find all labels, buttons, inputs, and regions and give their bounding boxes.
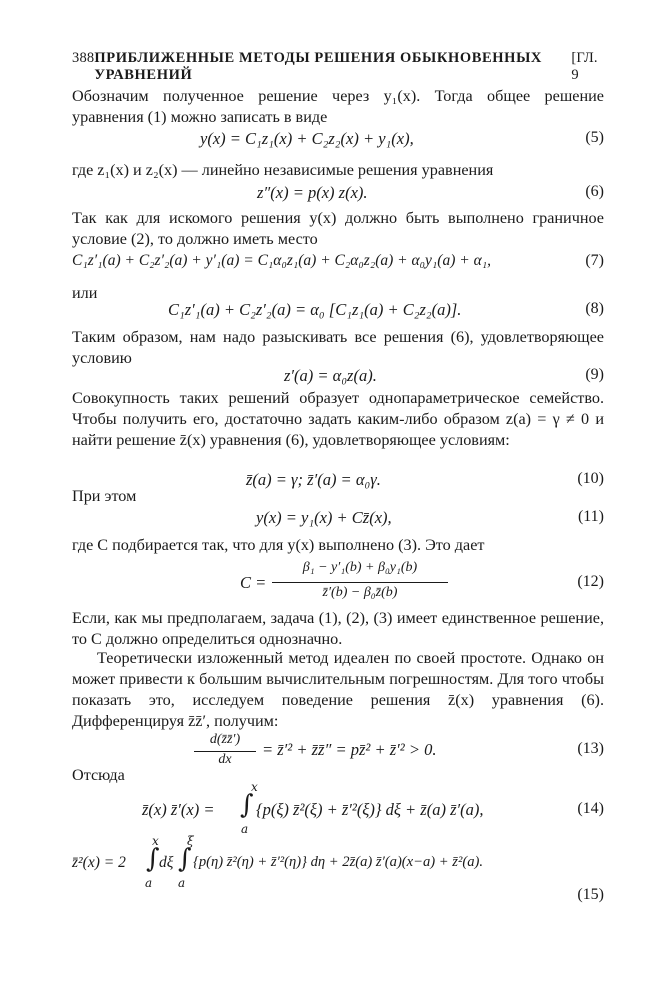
equation-5: y(x) = C₁z₁(x) + C₂z₂(x) + y₁(x),: [200, 129, 414, 148]
paragraph-2: где z₁(x) и z₂(x) — линейно независимые решения уравнения: [72, 161, 494, 179]
chapter-marker: [ГЛ. 9: [571, 50, 598, 83]
equation-number-10: (10): [577, 470, 604, 487]
equation-10: z̄(a) = γ; z̄′(a) = α₀γ.: [246, 470, 381, 489]
chapter-title: ПРИБЛИЖЕННЫЕ МЕТОДЫ РЕШЕНИЯ ОБЫКНОВЕННЫХ УРАВНЕНИЙ: [94, 50, 542, 83]
equation-6: z″(x) = p(x) z(x).: [257, 183, 368, 202]
equation-number-15: (15): [577, 886, 604, 903]
integral-lower-limit: a: [241, 822, 249, 836]
paragraph-7: При этом: [72, 487, 137, 505]
equation-12-lhs: C =: [240, 573, 267, 592]
equation-number-11: (11): [577, 508, 604, 525]
paragraph-10: Теоретически изложенный метод идеален по своей простоте. Однако он может привести к большим вычислительным погрешностям. Для того чтобы показать это, исследуем поведение решения z̄(x) уравнения (6). Дифференцируя z̄z̄′, получим:: [72, 649, 604, 730]
equation-13-denominator: dx: [218, 752, 232, 767]
equation-number-9: (9): [585, 366, 604, 383]
equation-15-dxi: dξ: [159, 854, 174, 871]
integral-lower-limit: a: [145, 876, 153, 890]
equation-13-rhs: = z̄′² + z̄z̄″ = pz̄² + z̄′² > 0.: [262, 740, 437, 759]
paragraph-9: Если, как мы предполагаем, задача (1), (2), (3) имеет единственное решение, то C должно определиться однозначно.: [72, 609, 604, 648]
integral-upper-limit: ξ: [187, 834, 194, 848]
integral-upper-limit: x: [152, 834, 159, 848]
equation-number-6: (6): [585, 183, 604, 200]
paragraph-5: Таким образом, нам надо разыскивать все решения (6), удовлетворяющее условию: [72, 328, 604, 367]
integral-upper-limit: x: [251, 780, 258, 794]
equation-7: C₁z′₁(a) + C₂z′₂(a) + y′₁(a) = C₁α₀z₁(a) + C₂α₀z₂(a) + α₀y₁(a) + α₁,: [72, 252, 491, 269]
equation-12-numerator: β₁ − y′₁(b) + β₀y₁(b): [302, 560, 418, 575]
equation-number-13: (13): [577, 740, 604, 757]
equation-8: C₁z′₁(a) + C₂z′₂(a) = α₀ [C₁z₁(a) + C₂z₂(a)].: [168, 300, 462, 319]
equation-number-7: (7): [585, 252, 604, 269]
equation-15-body: {p(η) z̄²(η) + z̄′²(η)} dη + 2z̄(a) z̄′(a)(x−a) + z̄²(a).: [193, 854, 484, 870]
integral-lower-limit: a: [178, 876, 186, 890]
paragraph-1: Обозначим полученное решение через y₁(x). Тогда общее решение уравнения (1) можно записать в виде: [72, 87, 604, 126]
paragraph-6: Совокупность таких решений образует однопараметрическое семейство. Чтобы получить его, достаточно задать каким-либо образом z(a) = γ ≠ 0 и найти решение z̄(x) уравнения (6), удовлетворяющее условиям:: [72, 389, 604, 449]
equation-9: z′(a) = α₀z(a).: [284, 366, 377, 385]
integral-sign: ∫: [178, 844, 192, 874]
equation-12-fraction-bar: [272, 582, 448, 583]
equation-14-body: {p(ξ) z̄²(ξ) + z̄′²(ξ)} dξ + z̄(a) z̄′(a),: [256, 800, 484, 819]
equation-number-5: (5): [585, 129, 604, 146]
running-header: [72, 50, 604, 84]
paragraph-4: или: [72, 284, 98, 302]
equation-13-numerator: d(z̄z̄′): [209, 732, 241, 747]
paragraph-8: где C подбирается так, что для y(x) выполнено (3). Это дает: [72, 536, 485, 554]
equation-number-12: (12): [577, 573, 604, 590]
equation-11: y(x) = y₁(x) + Cz̄(x),: [256, 508, 392, 527]
integral-sign: ∫: [240, 790, 254, 820]
equation-15-lhs: z̄²(x) = 2: [72, 854, 126, 871]
page-number: 388: [72, 50, 95, 66]
paragraph-11: Отсюда: [72, 766, 125, 784]
equation-number-8: (8): [585, 300, 604, 317]
equation-number-14: (14): [577, 800, 604, 817]
paragraph-3: Так как для искомого решения y(x) должно быть выполнено граничное условие (2), то должно иметь место: [72, 209, 604, 248]
equation-12-denominator: z̄′(b) − β₀z̄(b): [322, 585, 398, 600]
integral-sign: ∫: [146, 844, 160, 874]
equation-14-lhs: z̄(x) z̄′(x) =: [142, 800, 215, 819]
